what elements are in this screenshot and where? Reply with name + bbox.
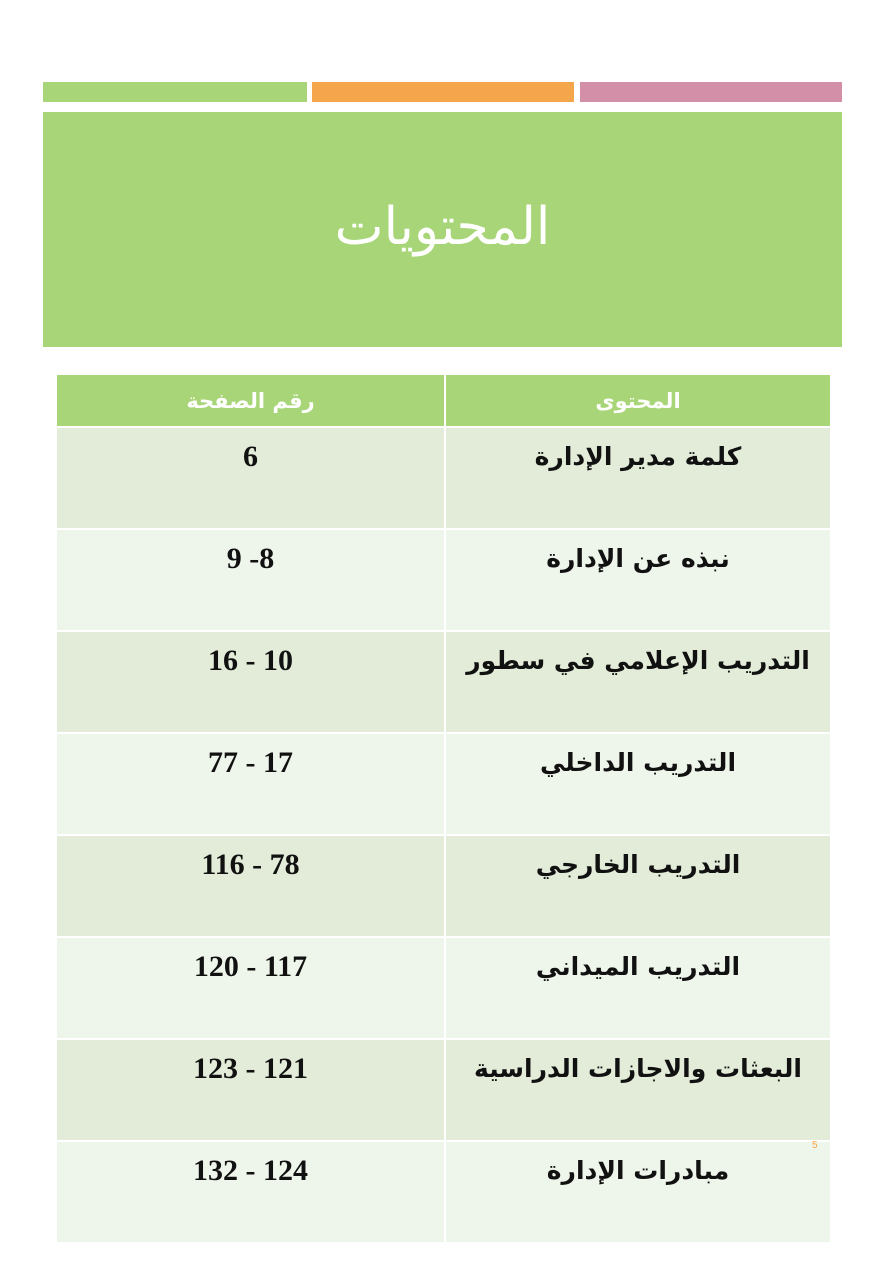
page-number: 5 [812,1140,818,1151]
row-content: التدريب الميداني [444,938,830,1038]
decor-bar-pink [580,82,842,102]
row-page-number: 132 - 124 [193,1154,308,1187]
table-header [57,375,830,426]
row-content: التدريب الإعلامي في سطور [444,632,830,732]
table-row [57,834,830,936]
table-row [57,1038,830,1140]
decor-bar-orange [312,82,574,102]
table-row [57,732,830,834]
contents-table [57,375,830,1242]
decor-bar-green [43,82,307,102]
page-title: المحتويات [334,196,551,257]
row-content: كلمة مدير الإدارة [444,428,830,528]
table-row [57,426,830,528]
row-page-number: 6 [243,440,258,473]
title-banner [43,112,842,347]
table-row [57,936,830,1038]
table-row [57,630,830,732]
header-page-number: رقم الصفحة [186,388,315,413]
row-page-number: 77 - 17 [208,746,293,779]
table-row [57,1140,830,1242]
header-content: المحتوى [444,375,830,426]
row-content: نبذه عن الإدارة [444,530,830,630]
row-page-number: 123 - 121 [193,1052,308,1085]
row-content: التدريب الداخلي [444,734,830,834]
row-content: البعثات والاجازات الدراسية [444,1040,830,1140]
row-content: التدريب الخارجي [444,836,830,936]
row-page-number: 116 - 78 [201,848,300,881]
row-page-number: 120 - 117 [193,950,308,983]
table-row [57,528,830,630]
row-content: مبادرات الإدارة [444,1142,830,1242]
row-page-number: 9 -8 [226,542,275,575]
row-page-number: 16 - 10 [208,644,293,677]
